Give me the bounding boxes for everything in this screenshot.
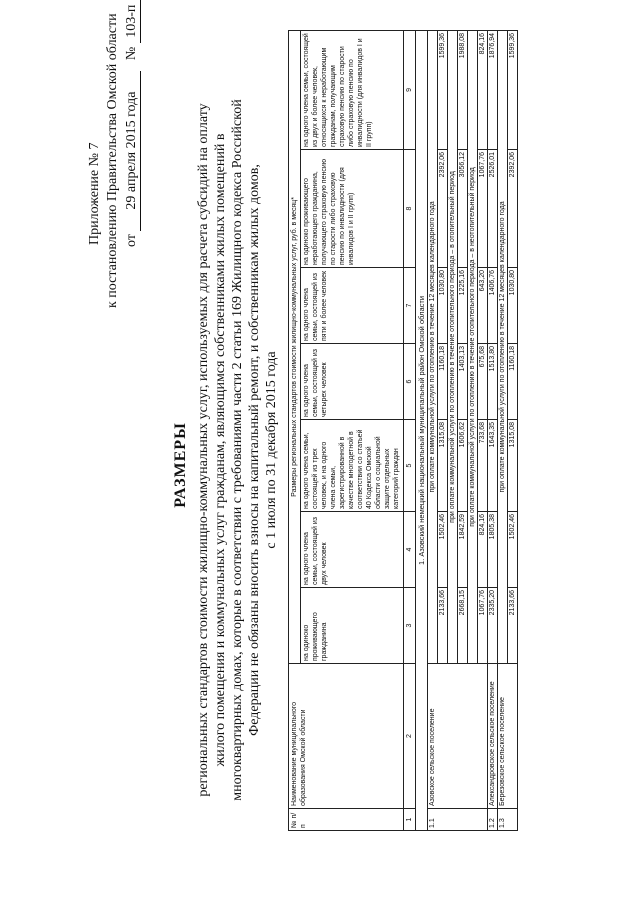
column-number: 2 bbox=[404, 664, 416, 809]
column-number: 1 bbox=[404, 809, 416, 831]
value-cell: 1406,76 bbox=[488, 268, 498, 344]
column-number: 4 bbox=[404, 512, 416, 588]
value-cell: 1502,46 bbox=[508, 512, 518, 588]
column-number: 8 bbox=[404, 150, 416, 268]
header-col: на одиноко проживающего гражданина bbox=[301, 588, 404, 664]
header-col: на одного члена семьи, состоящей из двух и более человек, относящихся к неработающим гражданам, получающим страховую пенсию по старости либо страховую пенсию по инвалидности (для инвалидов I и II групп) bbox=[301, 30, 404, 149]
appendix-title: Приложение № 7 bbox=[87, 142, 102, 245]
value-cell: 2526,01 bbox=[488, 150, 498, 268]
row-note: при оплате коммунальной услуги по отоплению в течение 12 месяцев календарного года bbox=[498, 30, 508, 663]
value-cell: 2335,20 bbox=[488, 588, 498, 664]
column-number: 6 bbox=[404, 344, 416, 420]
value-cell: 1513,80 bbox=[488, 344, 498, 420]
value-cell: 1030,80 bbox=[438, 268, 448, 344]
row-note: при оплате коммунальной услуги по отоплению в течение отопительного периода – в неотопительный период bbox=[468, 30, 478, 663]
decree-date-line bbox=[123, 0, 141, 247]
value-cell: 1403,13 bbox=[458, 344, 468, 420]
subtitle-line: жилого помещения и коммунальных услуг гражданам, являющимся собственниками жилых помещений в bbox=[213, 133, 228, 767]
column-number: 5 bbox=[404, 420, 416, 512]
value-cell: 1599,36 bbox=[438, 30, 448, 149]
value-cell: 1225,16 bbox=[458, 268, 468, 344]
table-header-row bbox=[289, 30, 301, 830]
date-prefix: от bbox=[124, 234, 139, 247]
value-cell: 2392,06 bbox=[508, 150, 518, 268]
value-cell: 1502,46 bbox=[438, 512, 448, 588]
value-cell: 1160,18 bbox=[438, 344, 448, 420]
value-cell: 1988,08 bbox=[458, 30, 468, 149]
value-cell: 3056,12 bbox=[458, 150, 468, 268]
value-cell: 643,20 bbox=[478, 268, 488, 344]
row-num: 1.2 bbox=[488, 809, 498, 831]
header-col: на одного члена семьи, состоящей из трех человек, и на одного члена семьи, зарегистрированной в качестве многодетной в соответствии со статьей 40 Кодекса Омской области о социальной защите отдельных категорий граждан bbox=[301, 420, 404, 512]
row-num: 1.3 bbox=[498, 809, 518, 831]
number-prefix: № bbox=[124, 46, 139, 61]
value-cell: 1805,38 bbox=[488, 512, 498, 588]
value-cell: 733,68 bbox=[478, 420, 488, 512]
decree-date: 29 апреля 2015 года bbox=[123, 71, 141, 231]
document-title: РАЗМЕРЫ bbox=[172, 422, 189, 508]
value-cell: 675,68 bbox=[478, 344, 488, 420]
header-col: на одного члена семьи, состоящей из пяти и более человек bbox=[301, 268, 404, 344]
subtitle-line: региональных стандартов стоимости жилищно-коммунальных услуг, используемых для расчета субсидий на оплату bbox=[196, 103, 211, 797]
row-name: Александровское сельское поселение bbox=[488, 664, 498, 809]
header-col: на одного члена семьи, состоящей из двух человек bbox=[301, 512, 404, 588]
value-cell: 1067,76 bbox=[478, 588, 488, 664]
value-cell: 1315,08 bbox=[508, 420, 518, 512]
header-col: на одиноко проживающего неработающего гражданина, получающего страховую пенсию по старости либо страховую пенсию по инвалидности (для инвалидов I и II групп) bbox=[301, 150, 404, 268]
value-cell: 1842,59 bbox=[458, 512, 468, 588]
column-numbers-row bbox=[404, 30, 416, 830]
column-number: 7 bbox=[404, 268, 416, 344]
row-note: при оплате коммунальной услуги по отоплению в течение отопительного периода – в отопительный период bbox=[448, 30, 458, 663]
column-number: 3 bbox=[404, 588, 416, 664]
header-col: на одного члена семьи, состоящей из четырех человек bbox=[301, 344, 404, 420]
standards-table bbox=[288, 30, 518, 831]
value-cell: 1030,80 bbox=[508, 268, 518, 344]
value-cell: 824,16 bbox=[478, 30, 488, 149]
header-num: № п/п bbox=[289, 809, 404, 831]
subtitle-line: с 1 июля по 31 декабря 2015 года bbox=[264, 351, 279, 549]
decree-reference: к постановлению Правительства Омской области bbox=[105, 13, 120, 308]
value-cell: 1067,76 bbox=[478, 150, 488, 268]
value-cell: 2133,66 bbox=[508, 588, 518, 664]
row-name: Азовское сельское поселение bbox=[428, 664, 488, 809]
value-cell: 1599,36 bbox=[508, 30, 518, 149]
section-title: 1. Азовский немецкий национальный муниципальный район Омской области bbox=[416, 30, 428, 830]
column-number: 9 bbox=[404, 30, 416, 149]
table-row bbox=[428, 30, 438, 830]
value-cell: 1606,62 bbox=[458, 420, 468, 512]
row-name: Березовское сельское поселение bbox=[498, 664, 518, 809]
header-group: Размеры региональных стандартов стоимости жилищно-коммунальных услуг, руб. в месяц* bbox=[289, 30, 301, 663]
row-note: при оплате коммунальной услуги по отоплению в течение 12 месяцев календарного года bbox=[428, 30, 438, 663]
table-row bbox=[488, 30, 498, 830]
value-cell: 824,16 bbox=[478, 512, 488, 588]
section-row bbox=[416, 30, 428, 830]
document-subtitle bbox=[195, 35, 280, 865]
header-name: Наименование муниципального образования Омской области bbox=[289, 664, 404, 809]
row-num: 1.1 bbox=[428, 809, 488, 831]
value-cell: 2668,15 bbox=[458, 588, 468, 664]
value-cell: 2133,66 bbox=[438, 588, 448, 664]
decree-number: 103-п bbox=[123, 0, 141, 43]
subtitle-line: Федерации не обязаны вносить взносы на капитальный ремонт, и собственникам жилых домов, bbox=[247, 164, 262, 736]
value-cell: 1160,18 bbox=[508, 344, 518, 420]
table-row bbox=[498, 30, 508, 830]
subtitle-line: многоквартирных домах, которые в соответствии с требованиями части 2 статьи 169 Жилищного кодекса Российской bbox=[230, 99, 245, 801]
value-cell: 1643,35 bbox=[488, 420, 498, 512]
value-cell: 1315,08 bbox=[438, 420, 448, 512]
value-cell: 1876,94 bbox=[488, 30, 498, 149]
value-cell: 2392,06 bbox=[438, 150, 448, 268]
